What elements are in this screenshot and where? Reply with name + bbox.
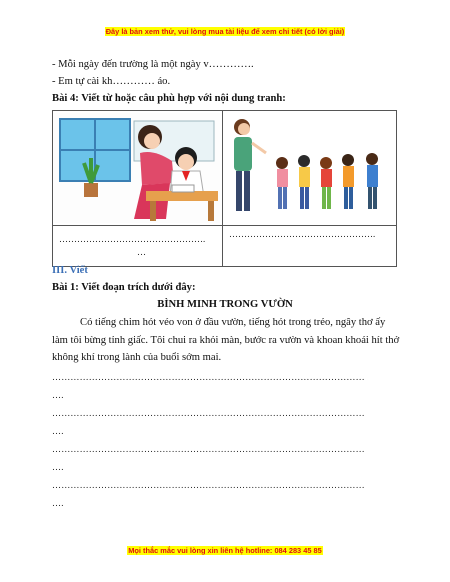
answer-cell-left[interactable] <box>53 226 223 267</box>
task-1-heading: Bài 1: Viết đoạn trích dưới đây: <box>52 282 196 293</box>
preview-notice-text: Đây là bản xem thử, vui lòng mua tài liệu để xem chi tiết (có lời giải) <box>105 27 345 36</box>
passage-text: Có tiếng chim hót véo von ở đầu vườn, tiếng hót trong trẻo, ngây thơ ấy làm tôi bừng tỉnh giấc. Tôi chui ra khỏi màn, bước ra vườn và khoan khoái hít thở không khí trong lành của buổi sớm mai. <box>52 317 400 363</box>
preview-notice-banner <box>0 27 450 36</box>
children-in-line-image <box>224 113 394 223</box>
teacher-helping-student-image <box>54 113 220 223</box>
task-4-heading: Bài 4: Viết từ hoặc câu phù hợp với nội dung tranh: <box>52 93 286 104</box>
answer-line-left-1: …………………………………………. <box>59 234 206 244</box>
writing-line-4[interactable]: ………………………………………………………………………………………… <box>52 480 365 490</box>
writing-line-4-end: …. <box>52 498 64 508</box>
answer-line-right: …………………………………………. <box>228 229 376 239</box>
answer-line-left-2: … <box>137 247 146 257</box>
writing-line-1-end: …. <box>52 390 64 400</box>
section-3-heading: III. Viết <box>52 265 88 276</box>
writing-line-2-end: …. <box>52 426 64 436</box>
writing-line-3-end: …. <box>52 462 64 472</box>
contact-notice-text: Mọi thắc mắc vui lòng xin liên hệ hotline: 084 283 45 85 <box>128 546 322 555</box>
picture-table <box>52 110 397 267</box>
writing-line-1[interactable]: ………………………………………………………………………………………… <box>52 372 365 382</box>
picture-cell-left <box>53 111 223 226</box>
picture-cell-right <box>222 111 396 226</box>
passage-title: BÌNH MINH TRONG VƯỜN <box>157 299 293 310</box>
answer-cell-right[interactable] <box>222 226 396 267</box>
writing-line-3[interactable]: ………………………………………………………………………………………… <box>52 444 365 454</box>
exercise-line-1: - Mỗi ngày đến trường là một ngày v…………. <box>52 59 254 70</box>
exercise-line-2: - Em tự cài kh………… áo. <box>52 76 171 87</box>
writing-line-2[interactable]: ………………………………………………………………………………………… <box>52 408 365 418</box>
contact-notice-banner <box>0 546 450 555</box>
